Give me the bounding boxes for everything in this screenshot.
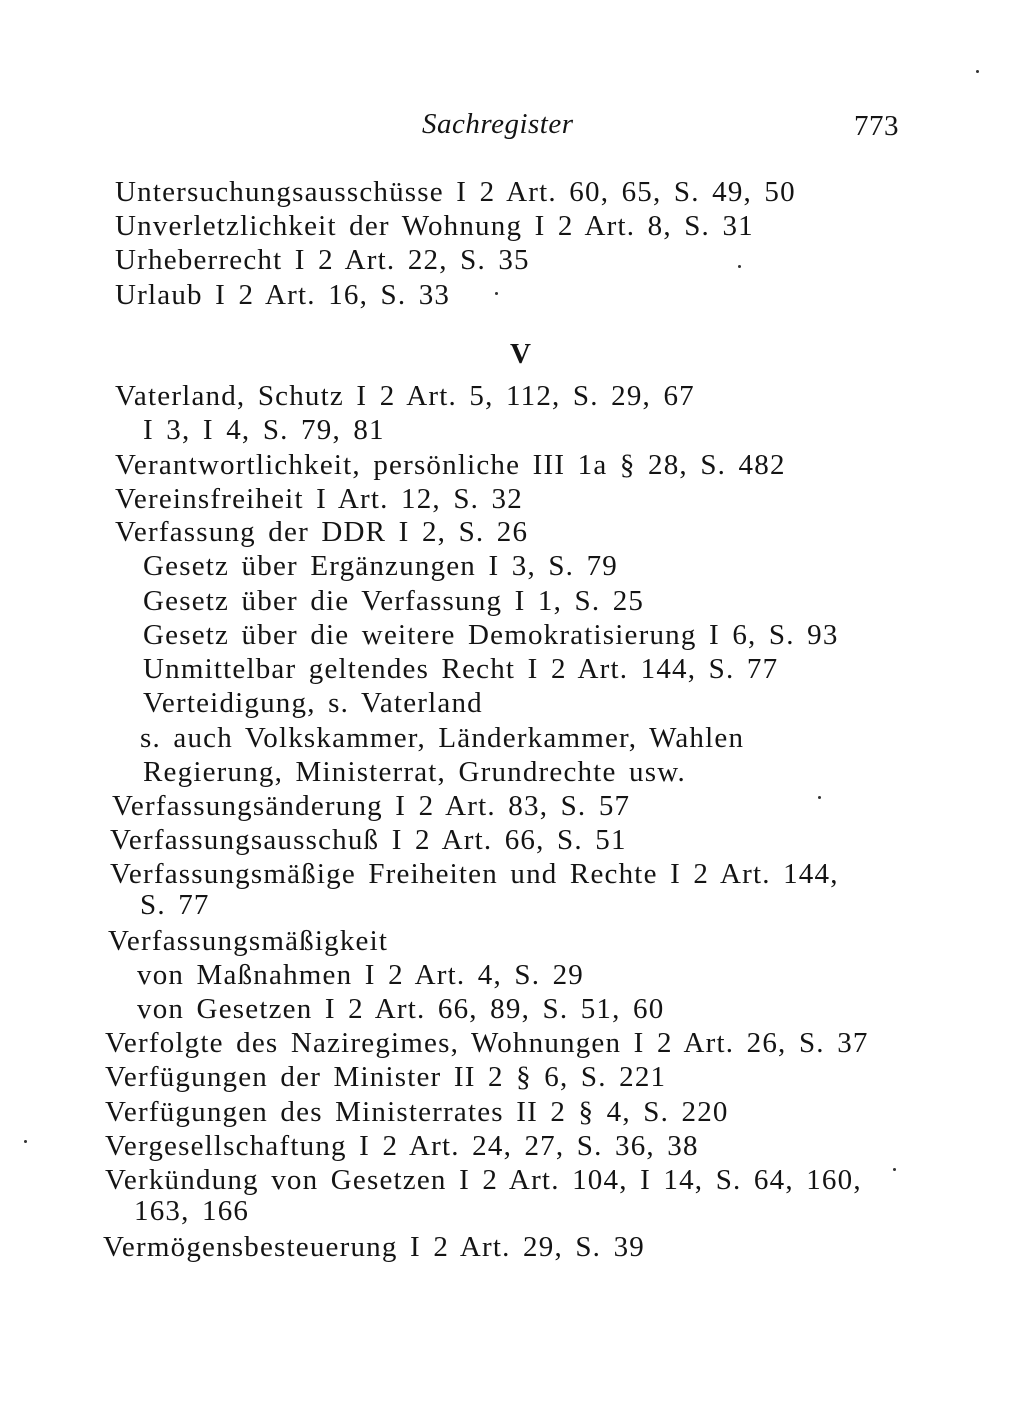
index-entry: Verfügungen des Ministerrates II 2 § 4, S. 220: [105, 1096, 729, 1128]
scan-speck: [24, 1140, 27, 1143]
index-subentry: Unmittelbar geltendes Recht I 2 Art. 144, S. 77: [143, 653, 779, 685]
scan-speck: [738, 265, 741, 268]
index-subentry: Gesetz über Ergänzungen I 3, S. 79: [143, 550, 618, 582]
index-entry: Vergesellschaftung I 2 Art. 24, 27, S. 36, 38: [105, 1130, 699, 1162]
index-entry: Verfassungsmäßigkeit: [108, 925, 389, 957]
index-entry: Urlaub I 2 Art. 16, S. 33: [115, 279, 451, 311]
index-subentry: Regierung, Ministerrat, Grundrechte usw.: [143, 756, 686, 788]
index-entry: Verfügungen der Minister II 2 § 6, S. 221: [105, 1061, 667, 1093]
running-head-title: Sachregister: [422, 108, 574, 140]
index-entry: Verantwortlichkeit, persönliche III 1a § 28, S. 482: [115, 449, 786, 481]
scan-speck: [893, 1168, 896, 1171]
index-subentry: von Gesetzen I 2 Art. 66, 89, S. 51, 60: [137, 993, 665, 1025]
scan-speck: [976, 70, 979, 73]
index-subentry: s. auch Volkskammer, Länderkammer, Wahlen: [140, 722, 745, 754]
index-entry: Verkündung von Gesetzen I 2 Art. 104, I 14, S. 64, 160,: [105, 1164, 862, 1196]
index-entry: Vermögensbesteuerung I 2 Art. 29, S. 39: [103, 1231, 645, 1263]
index-entry: Untersuchungsausschüsse I 2 Art. 60, 65, S. 49, 50: [115, 176, 796, 208]
index-entry: Verfassungsmäßige Freiheiten und Rechte I 2 Art. 144,: [110, 858, 839, 890]
index-subentry: Verteidigung, s. Vaterland: [143, 687, 483, 719]
index-entry: Unverletzlichkeit der Wohnung I 2 Art. 8, S. 31: [115, 210, 754, 242]
index-subentry: S. 77: [140, 889, 210, 921]
index-subentry: von Maßnahmen I 2 Art. 4, S. 29: [137, 959, 585, 991]
scan-speck: [495, 292, 498, 295]
page-number: 773: [854, 110, 899, 142]
index-entry: Urheberrecht I 2 Art. 22, S. 35: [115, 244, 530, 276]
index-subentry: Gesetz über die weitere Demokratisierung I 6, S. 93: [143, 619, 839, 651]
index-subentry: Gesetz über die Verfassung I 1, S. 25: [143, 585, 645, 617]
scan-speck: [818, 796, 821, 799]
index-entry: Verfassungsänderung I 2 Art. 83, S. 57: [112, 790, 631, 822]
index-entry: Vaterland, Schutz I 2 Art. 5, 112, S. 29, 67: [115, 380, 695, 412]
section-heading-v: V: [510, 338, 531, 370]
index-subentry: I 3, I 4, S. 79, 81: [143, 414, 385, 446]
index-entry: Verfolgte des Naziregimes, Wohnungen I 2 Art. 26, S. 37: [105, 1027, 869, 1059]
index-subentry: 163, 166: [134, 1195, 250, 1227]
index-entry: Vereinsfreiheit I Art. 12, S. 32: [115, 483, 523, 515]
index-entry: Verfassung der DDR I 2, S. 26: [115, 516, 529, 548]
index-entry: Verfassungsausschuß I 2 Art. 66, S. 51: [110, 824, 627, 856]
